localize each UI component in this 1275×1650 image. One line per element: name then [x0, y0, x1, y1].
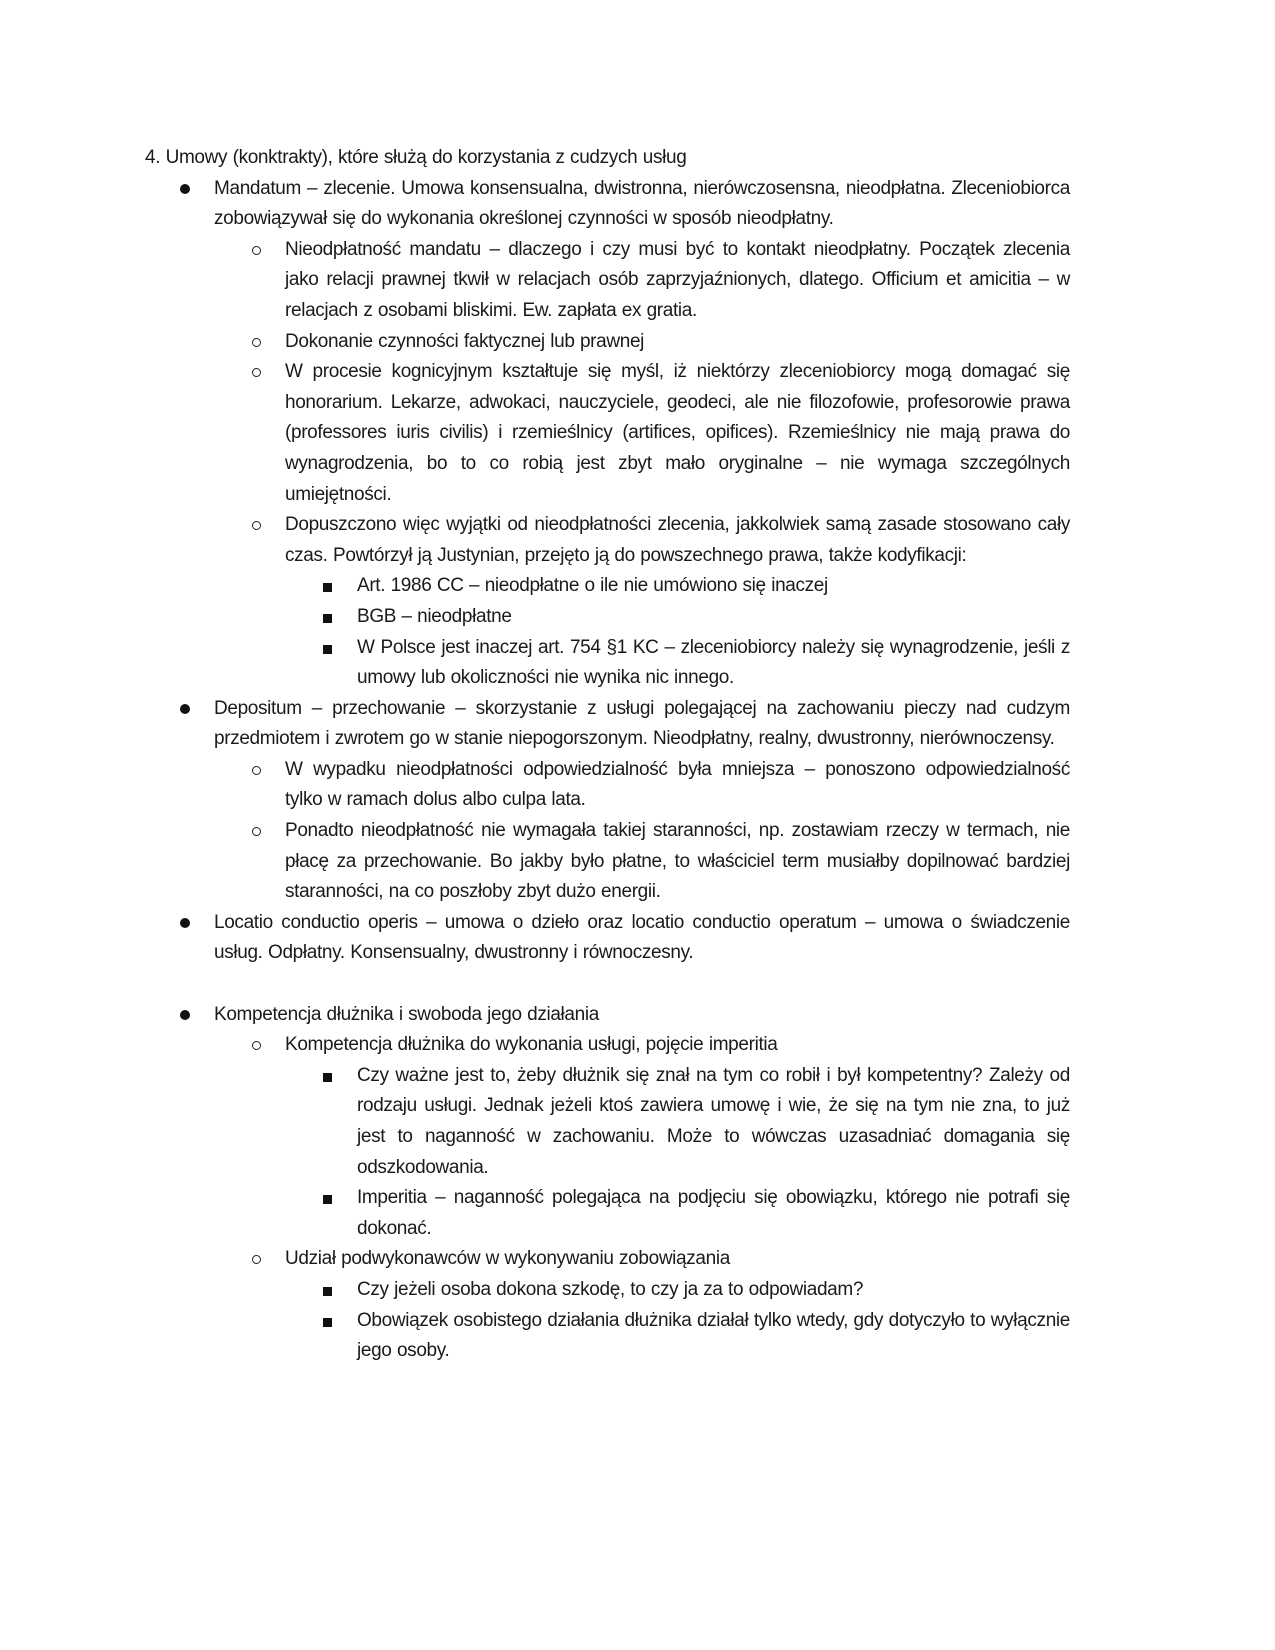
- square-bullet-icon: [323, 583, 332, 592]
- square-bullet-icon: [323, 614, 332, 623]
- list-item-text: Czy jeżeli osoba dokona szkodę, to czy ja za to odpowiadam?: [357, 1278, 864, 1300]
- list-item-text: W wypadku nieodpłatności odpowiedzialność była mniejsza – ponoszono odpowiedzialność tylko w ramach dolus albo culpa lata.: [285, 758, 1070, 811]
- bullet-list-level-3: [285, 571, 1070, 693]
- list-item-text: W procesie kognicyjnym kształtuje się myśl, iż niektórzy zleceniobiorcy mogą domagać się honorarium. Lekarze, adwokaci, nauczyciele, geodeci, ale nie filozofowie, profesorowie prawa (professores iuris civilis) i rzemieślnicy (artifices, opifices). Rzemieślnicy nie mają prawa do wynagrodzenia, bo to co robią jest zbyt mało oryginalne – nie wymaga szczególnych umiejętności.: [285, 361, 1070, 505]
- list-item-text: Mandatum – zlecenie. Umowa konsensualna, dwistronna, nierówczosensna, nieodpłatna. Zleceniobiorca zobowiązywał się do wykonania określonej czynności w sposób nieodpłatny.: [214, 177, 1070, 230]
- list-item-text: Depositum – przechowanie – skorzystanie z usługi polegającej na zachowaniu pieczy nad cudzym przedmiotem i zwrotem go w stanie niepogorszonym. Nieodpłatny, realny, dwustronny, nierównoczensy.: [214, 697, 1070, 750]
- list-item: [145, 633, 1070, 694]
- list-item: [145, 816, 1070, 908]
- list-item: [145, 1030, 1070, 1244]
- list-item: [145, 1183, 1070, 1244]
- list-item: [145, 755, 1070, 816]
- filled-circle-bullet-icon: [180, 184, 190, 194]
- hollow-circle-bullet-icon: [252, 1041, 261, 1050]
- list-item: [145, 1275, 1070, 1306]
- bullet-list-level-2: [214, 1030, 1070, 1367]
- list-item-text: Obowiązek osobistego działania dłużnika działał tylko wtedy, gdy dotyczyło to wyłącznie jego osoby.: [357, 1309, 1070, 1362]
- hollow-circle-bullet-icon: [252, 246, 261, 255]
- square-bullet-icon: [323, 1195, 332, 1204]
- filled-circle-bullet-icon: [180, 1010, 190, 1020]
- square-bullet-icon: [323, 1073, 332, 1082]
- square-bullet-icon: [323, 1287, 332, 1296]
- list-item: [145, 571, 1070, 602]
- empty-line-spacer: [145, 969, 1070, 1000]
- list-item: [145, 1061, 1070, 1183]
- list-item-text: Kompetencja dłużnika i swoboda jego działania: [214, 1003, 599, 1025]
- hollow-circle-bullet-icon: [252, 827, 261, 836]
- list-item-text: Nieodpłatność mandatu – dlaczego i czy musi być to kontakt nieodpłatny. Początek zlecenia jako relacji prawnej tkwił w relacjach osób zaprzyjaźnionych, dlatego. Officium et amicitia – w relacjach z osobami bliskimi. Ew. zapłata ex gratia.: [285, 238, 1070, 321]
- bullet-list-level-2: [214, 755, 1070, 908]
- filled-circle-bullet-icon: [180, 704, 190, 714]
- filled-circle-bullet-icon: [180, 918, 190, 928]
- list-item: [145, 1244, 1070, 1366]
- hollow-circle-bullet-icon: [252, 766, 261, 775]
- hollow-circle-bullet-icon: [252, 368, 261, 377]
- list-item: [145, 327, 1070, 358]
- list-item-text: Imperitia – naganność polegająca na podjęciu się obowiązku, którego nie potrafi się dokonać.: [357, 1187, 1070, 1239]
- bullet-list-level-1: [145, 174, 1070, 1367]
- square-bullet-icon: [323, 645, 332, 654]
- list-item-text: Dokonanie czynności faktycznej lub prawnej: [285, 330, 645, 352]
- list-item-locatio-conductio: [145, 908, 1070, 969]
- list-item: [145, 357, 1070, 510]
- hollow-circle-bullet-icon: [252, 521, 261, 530]
- list-item: [145, 1306, 1070, 1367]
- list-item: [145, 235, 1070, 327]
- list-item-text: BGB – nieodpłatne: [357, 605, 512, 627]
- hollow-circle-bullet-icon: [252, 338, 261, 347]
- list-item-kompetencja: [145, 1000, 1070, 1367]
- section-heading: 4. Umowy (konktrakty), które służą do korzystania z cudzych usług: [145, 147, 687, 168]
- list-item-text: Ponadto nieodpłatność nie wymagała takiej staranności, np. zostawiam rzeczy w termach, nie płacę za przechowanie. Bo jakby było płatne, to właściciel term musiałby dopilnować bardziej staranności, na co poszłoby zbyt dużo energii.: [285, 820, 1070, 903]
- list-item-mandatum: [145, 174, 1070, 694]
- list-item-text: Udział podwykonawców w wykonywaniu zobowiązania: [285, 1248, 730, 1270]
- square-bullet-icon: [323, 1318, 332, 1327]
- list-item-depositum: [145, 694, 1070, 908]
- list-item-text: Czy ważne jest to, żeby dłużnik się znał na tym co robił i był kompetentny? Zależy od rodzaju usługi. Jednak jeżeli ktoś zawiera umowę i wie, że się na tym nie zna, to już jest to naganność w zachowaniu. Może to wówczas uzasadniać domagania się odszkodowania.: [357, 1064, 1070, 1178]
- list-item-text: Locatio conductio operis – umowa o dzieło oraz locatio conductio operatum – umowa o świadczenie usług. Odpłatny. Konsensualny, dwustronny i równoczesny.: [214, 911, 1070, 964]
- list-item-text: Dopuszczono więc wyjątki od nieodpłatności zlecenia, jakkolwiek samą zasade stosowano cały czas. Powtórzył ją Justynian, przejęto ją do powszechnego prawa, także kodyfikacji:: [285, 514, 1070, 566]
- document-body: [145, 143, 1070, 1367]
- bullet-list-level-2: [214, 235, 1070, 694]
- bullet-list-level-3: [285, 1275, 1070, 1367]
- list-item: [145, 510, 1070, 694]
- bullet-list-level-3: [285, 1061, 1070, 1245]
- list-item-text: W Polsce jest inaczej art. 754 §1 KC – zleceniobiorcy należy się wynagrodzenie, jeśli z umowy lub okoliczności nie wynika nic innego.: [357, 636, 1070, 689]
- list-item-text: Kompetencja dłużnika do wykonania usługi, pojęcie imperitia: [285, 1034, 778, 1056]
- list-item: [145, 602, 1070, 633]
- list-item-text: Art. 1986 CC – nieodpłatne o ile nie umówiono się inaczej: [357, 575, 828, 597]
- hollow-circle-bullet-icon: [252, 1255, 261, 1264]
